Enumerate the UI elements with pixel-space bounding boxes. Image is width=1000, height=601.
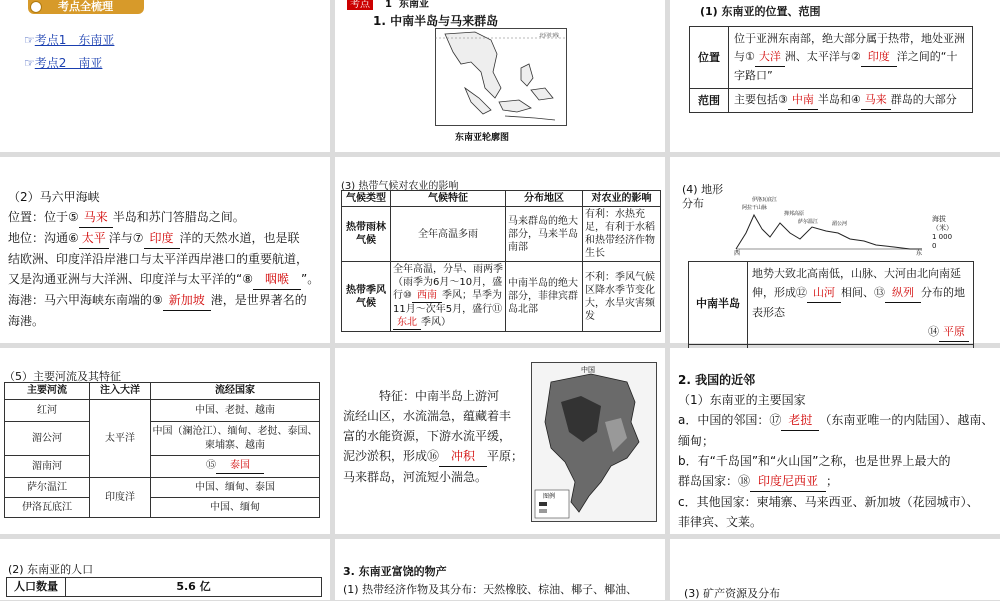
answer-13: 纵列 (892, 286, 914, 299)
panel-river-features (335, 348, 665, 534)
river-feature-text (343, 386, 529, 487)
river-name: 萨尔温江 (5, 478, 90, 498)
rivers-col-countries: 流经国家 (151, 383, 320, 400)
tick-1000: 1 000 (932, 233, 953, 241)
panel-outline (0, 0, 330, 152)
panel-malacca (0, 157, 330, 343)
answer-9: 新加坡 (168, 293, 205, 307)
answer-8: 咽喉 (264, 272, 289, 286)
outline-link-1-text: 考点1 东南亚 (34, 33, 115, 47)
river-countries: ⑮ 泰国 (151, 456, 320, 478)
rivers-title: （5）主要河流及其特征 (4, 370, 121, 383)
panel-rivers (0, 348, 330, 534)
panel-title: (1) 东南亚的位置、范围 (700, 5, 821, 18)
answer-7: 印度 (149, 231, 174, 245)
minerals-title: (3) 矿产资源及分布 (684, 587, 781, 600)
answer-1: 大洋 (758, 50, 781, 63)
monsoon-type: 热带季风气候 (342, 262, 391, 332)
answer-17: 老挝 (788, 413, 813, 427)
panel-minerals (670, 539, 1000, 600)
answer-5: 马来 (83, 210, 108, 224)
location-text-c: 洋之间的“十字路口” (734, 50, 958, 82)
neighbors-b-cont: 群岛国家：⑱ 印度尼西亚 ； (678, 471, 996, 492)
malacca-line-3: 结欧洲、印度洋沿岸港口与太平洋西岸港口的重要航道， (8, 252, 309, 266)
col-feature: 气候特征 (391, 191, 506, 207)
tick-0: 0 (932, 242, 937, 250)
outline-link-2[interactable] (24, 54, 102, 71)
profile-label-2: 伊洛瓦底江 (752, 197, 778, 203)
pointing-hand-icon: ☞ (24, 56, 35, 70)
col-area: 分布地区 (506, 191, 583, 207)
scope-text (729, 89, 973, 113)
answer-11: 东北 (397, 317, 417, 328)
panel-neighbors (670, 348, 1000, 534)
rivers-table (4, 382, 320, 518)
indochina-text: 地势大致北高南低，山脉、大河由北向南延伸，形成⑫ 山河 相间、⑬ 纵列 分布的地表形态 ⑭ 平原 (748, 262, 974, 345)
topic-tag-num: 1 (385, 0, 392, 10)
outline-link-2-text: 考点2 南亚 (34, 56, 103, 70)
monsoon-feature: 全年高温，分旱、雨两季（雨季为6月～10月，盛行⑩ 西南 季风；旱季为11月～次年5月，盛行⑪东北 季风） (391, 262, 506, 332)
river-countries: 中国（澜沧江）、缅甸、老挝、泰国、柬埔寨、越南 (151, 422, 320, 456)
feature-line-4: 泥沙淤积，形成⑯ 冲积 平原； (343, 446, 529, 467)
monsoon-effect: 不利：季风气候区降水季节变化大，水旱灾害频发 (583, 262, 661, 332)
river-name: 红河 (5, 400, 90, 422)
feature-line-3: 富的水能资源，下游水流平缓， (343, 429, 512, 443)
west-label: 西 (734, 250, 741, 257)
panel-location-scope (670, 0, 1000, 152)
neighbors-a-cont: 缅甸； (678, 434, 715, 448)
ocean-indian: 印度洋 (90, 478, 151, 518)
feature-line-5: 马来群岛，河流短小湍急。 (343, 470, 488, 484)
population-value: 5.6 亿 (66, 578, 322, 597)
outline-header-icon (30, 1, 42, 13)
answer-15: 泰国 (230, 460, 250, 471)
rainforest-type: 热带雨林气候 (342, 207, 391, 262)
scope-text-b: 半岛和④ (817, 93, 861, 106)
answer-4: 马来 (864, 93, 887, 106)
ocean-pacific: 太平洋 (90, 400, 151, 478)
profile-label-4: 萨尔温江 (798, 219, 819, 225)
east-label: 东 (916, 250, 923, 257)
location-text (729, 27, 973, 89)
legend-title: 图例 (543, 493, 556, 500)
topic-tag-text: 考点 (350, 0, 370, 10)
rivers-col-river: 主要河流 (5, 383, 90, 400)
col-effect: 对农业的影响 (583, 191, 661, 207)
river-name: 湄公河 (5, 422, 90, 456)
malacca-line-4: 又是沟通亚洲与大洋洲、印度洋与太平洋的“⑧ 咽喉 ”。 (8, 269, 328, 290)
answer-3: 中南 (791, 93, 814, 106)
neighbors-c-cont: 菲律宾、文莱。 (678, 515, 763, 529)
neighbors-a: a．中国的邻国：⑰ 老挝 （东南亚唯一的内陆国）、越南、 (678, 410, 996, 431)
river-name: 伊洛瓦底江 (5, 498, 90, 518)
panel-terrain (670, 157, 1000, 343)
scope-head: 范围 (690, 89, 729, 113)
indochina-text-d: ⑭ 平原 (752, 322, 969, 342)
location-text-b: 洲、太平洋与② (784, 50, 861, 63)
southeast-asia-outline-map (435, 28, 567, 126)
rainforest-area: 马来群岛的绝大部分，马来半岛南部 (506, 207, 583, 262)
malacca-line-5: 海港：马六甲海峡东南端的⑨ 新加坡 港，是世界著名的 (8, 290, 328, 311)
feature-line-1: 特征：中南半岛上游河 (379, 389, 500, 403)
outline-link-1[interactable] (24, 31, 114, 48)
products-line: (1) 热带经济作物及其分布：天然橡胶、棕油、椰子、椰油、 (343, 583, 638, 596)
tropic-line-label: 北回归线 (539, 33, 560, 39)
profile-label-3: 掸邦高原 (784, 211, 805, 217)
topic-tag (347, 0, 373, 10)
answer-10: 西南 (416, 290, 437, 301)
indochina-head: 中南半岛 (689, 262, 748, 345)
climate-title: (3) 热带气候对农业的影响 (341, 181, 459, 192)
panel-climate (335, 157, 665, 343)
elevation-axis (932, 215, 956, 251)
profile-label-5: 湄公河 (832, 221, 848, 227)
answer-16: 冲积 (451, 449, 476, 463)
terrain-profile-diagram (734, 193, 924, 257)
feature-line-2: 流经山区，水流湍急，蕴藏着丰 (343, 409, 512, 423)
scope-text-c: 群岛的大部分 (890, 93, 957, 106)
map-top-label: 中国 (581, 366, 595, 374)
neighbors-title: 2. 我国的近邻 (678, 373, 756, 387)
products-title: 3. 东南亚富饶的物产 (343, 565, 447, 578)
answer-12: 山河 (813, 286, 835, 299)
rivers-col-ocean: 注入大洋 (90, 383, 151, 400)
answer-14: 平原 (943, 325, 965, 338)
river-countries: 中国、缅甸、泰国 (151, 478, 320, 498)
answer-18: 印度尼西亚 (758, 474, 819, 488)
river-countries: 中国、缅甸 (151, 498, 320, 518)
outline-header-text: 考点全梳理 (58, 0, 113, 13)
panel-population (0, 539, 330, 600)
panel-text (8, 187, 328, 331)
malacca-line-6: 海港。 (8, 314, 45, 328)
river-name: 湄南河 (5, 456, 90, 478)
neighbors-subtitle: （1）东南亚的主要国家 (678, 393, 806, 407)
population-title: (2) 东南亚的人口 (8, 563, 94, 576)
scope-text-a: 主要包括③ (734, 93, 788, 106)
panel-products (335, 539, 665, 600)
terrain-title: (4) 地形分布 (682, 183, 724, 210)
neighbors-b: b．有“千岛国”和“火山国”之称，也是世界上最大的 (678, 454, 951, 468)
neighbors-text (678, 370, 996, 532)
location-table (689, 26, 973, 113)
malacca-line-1: 位置：位于⑤ 马来 半岛和苏门答腊岛之间。 (8, 207, 328, 228)
population-table (6, 577, 322, 597)
location-head: 位置 (690, 27, 729, 89)
rainforest-effect: 有利：水热充足，有利于水稻和热带经济作物生长 (583, 207, 661, 262)
elevation-axis-label: 海拔（米） (932, 215, 953, 232)
malacca-title: （2）马六甲海峡 (8, 190, 100, 204)
answer-6: 太平 (81, 231, 106, 245)
panel-map-sea (335, 0, 665, 152)
profile-label-1: 阿拉干山脉 (742, 205, 768, 211)
population-head: 人口数量 (7, 578, 66, 597)
col-type: 气候类型 (342, 191, 391, 207)
river-countries: 中国、老挝、越南 (151, 400, 320, 422)
map-caption: 东南亚轮廓图 (455, 133, 510, 143)
neighbors-c: c．其他国家：柬埔寨、马来西亚、新加坡（花园城市）、 (678, 495, 979, 509)
rainforest-feature: 全年高温多雨 (391, 207, 506, 262)
indochina-terrain-map (531, 362, 657, 522)
monsoon-area: 中南半岛的绝大部分，菲律宾群岛北部 (506, 262, 583, 332)
climate-table (341, 190, 661, 332)
location-text-a: 位于亚洲东南部，绝大部分属于热带，地处亚洲与① (734, 32, 965, 63)
pointing-hand-icon: ☞ (24, 33, 35, 47)
topic-tag-title: 东南亚 (399, 0, 429, 10)
answer-2: 印度 (867, 50, 890, 63)
section-subtitle: 1. 中南半岛与马来群岛 (373, 14, 499, 28)
malacca-line-2: 地位：沟通⑥ 太平 洋与⑦ 印度 洋的天然水道，也是联 (8, 228, 328, 249)
